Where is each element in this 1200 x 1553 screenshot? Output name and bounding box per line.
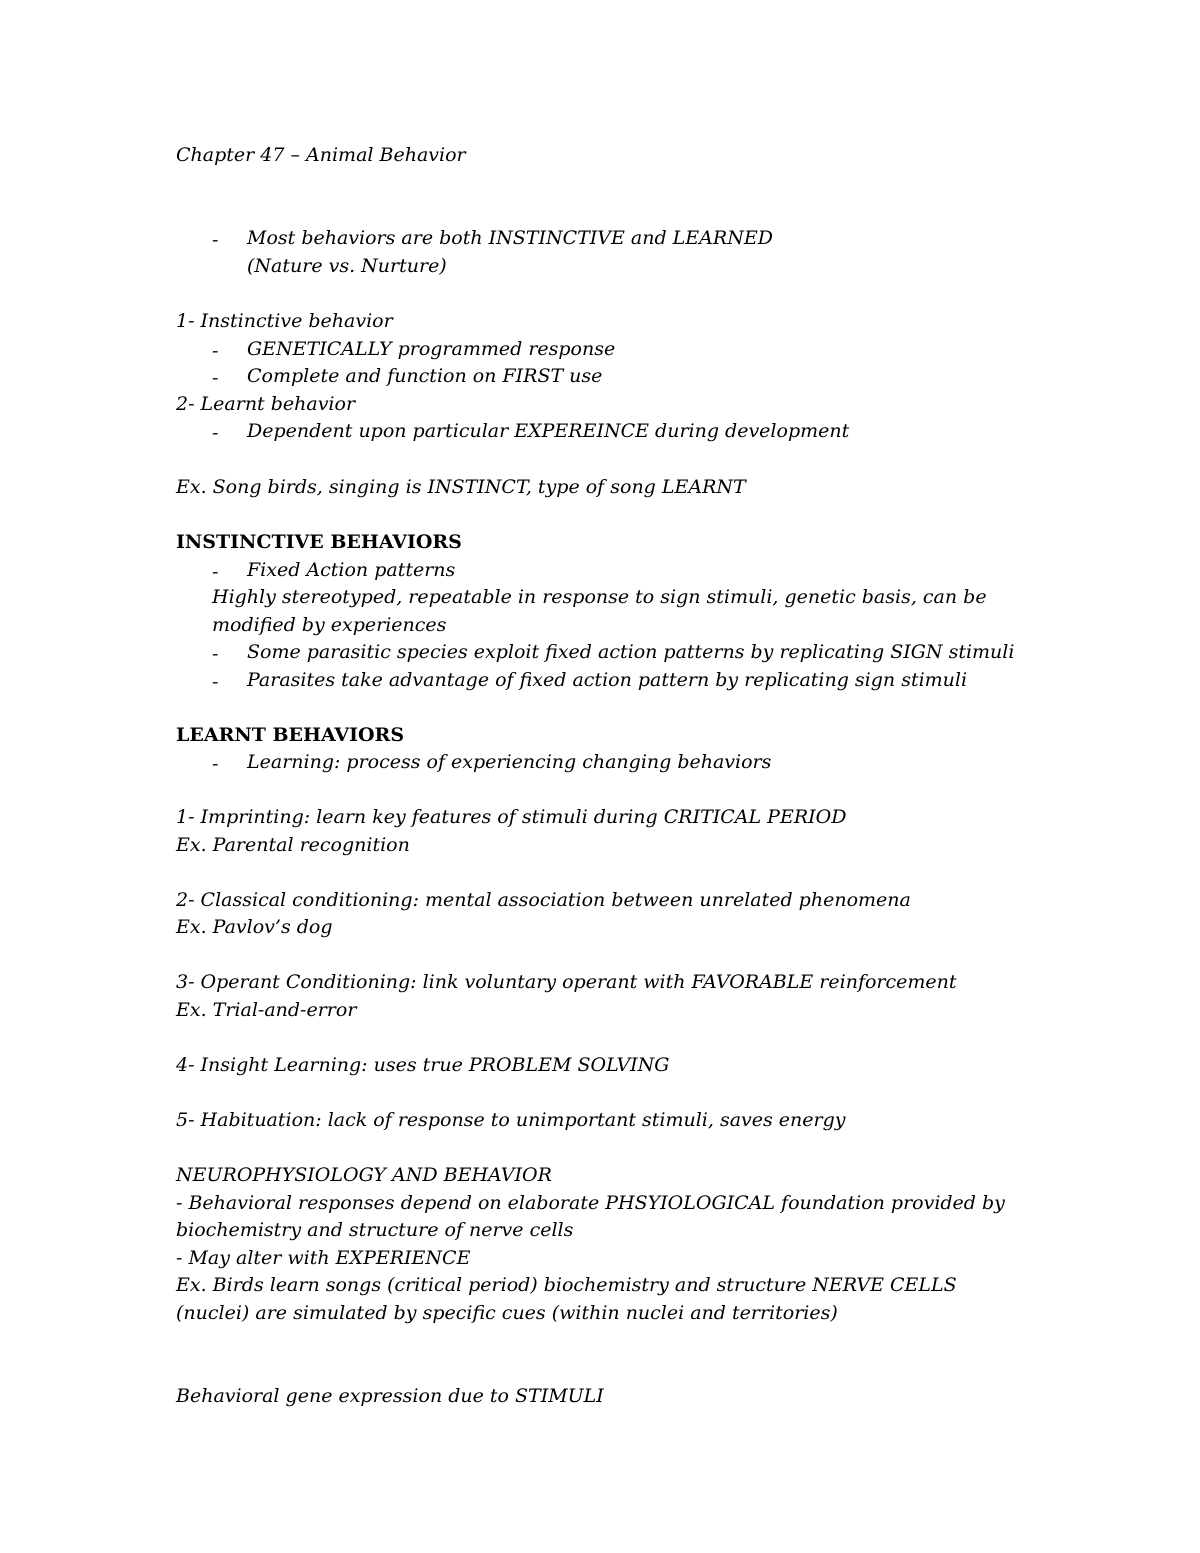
bullet-dash: -: [212, 367, 219, 389]
instinctive-point: Complete and function on FIRST use: [247, 365, 603, 387]
bullet-dash: -: [212, 340, 219, 362]
learnt-type-heading: 2- Learnt behavior: [176, 393, 356, 415]
instinctive-section-heading: INSTINCTIVE BEHAVIORS: [176, 531, 462, 553]
learnt-section-point: Learning: process of experiencing changing behaviors: [247, 751, 772, 773]
neuro-line: - May alter with EXPERIENCE: [176, 1247, 471, 1269]
bullet-dash: -: [212, 753, 219, 775]
intro-line-2: (Nature vs. Nurture): [247, 255, 447, 277]
bullet-dash: -: [212, 561, 219, 583]
learning-type-example: Ex. Parental recognition: [176, 834, 410, 856]
instinctive-point: GENETICALLY programmed response: [247, 338, 616, 360]
neuro-line: - Behavioral responses depend on elaborate PHSYIOLOGICAL foundation provided by: [176, 1192, 1005, 1214]
learnt-section-heading: LEARNT BEHAVIORS: [176, 724, 405, 746]
bullet-dash: -: [212, 422, 219, 444]
learning-type: 1- Imprinting: learn key features of stimuli during CRITICAL PERIOD: [176, 806, 847, 828]
instinctive-section-desc: Highly stereotyped, repeatable in response to sign stimuli, genetic basis, can be: [212, 586, 987, 608]
learning-type: 2- Classical conditioning: mental association between unrelated phenomena: [176, 889, 911, 911]
neuro-line: Ex. Birds learn songs (critical period) biochemistry and structure NERVE CELLS: [176, 1274, 957, 1296]
bullet-dash: -: [212, 229, 219, 251]
instinctive-type-heading: 1- Instinctive behavior: [176, 310, 393, 332]
intro-line-1: Most behaviors are both INSTINCTIVE and LEARNED: [247, 227, 773, 249]
footer-line: Behavioral gene expression due to STIMULI: [176, 1385, 604, 1407]
learnt-point: Dependent upon particular EXPEREINCE during development: [247, 420, 850, 442]
learning-type: 5- Habituation: lack of response to unimportant stimuli, saves energy: [176, 1109, 846, 1131]
neuro-line: biochemistry and structure of nerve cells: [176, 1219, 574, 1241]
learning-type-example: Ex. Trial-and-error: [176, 999, 357, 1021]
learning-type: 4- Insight Learning: uses true PROBLEM SOLVING: [176, 1054, 670, 1076]
learning-type: 3- Operant Conditioning: link voluntary operant with FAVORABLE reinforcement: [176, 971, 957, 993]
page-title: Chapter 47 – Animal Behavior: [176, 144, 466, 166]
neuro-section-heading: NEUROPHYSIOLOGY AND BEHAVIOR: [176, 1164, 552, 1186]
instinctive-section-point: Fixed Action patterns: [247, 559, 456, 581]
neuro-line: (nuclei) are simulated by specific cues (within nuclei and territories): [176, 1302, 838, 1324]
learning-type-example: Ex. Pavlov’s dog: [176, 916, 333, 938]
types-example: Ex. Song birds, singing is INSTINCT, type of song LEARNT: [176, 476, 746, 498]
bullet-dash: -: [212, 643, 219, 665]
instinctive-section-point: Some parasitic species exploit fixed action patterns by replicating SIGN stimuli: [247, 641, 1015, 663]
bullet-dash: -: [212, 671, 219, 693]
instinctive-section-point: Parasites take advantage of fixed action pattern by replicating sign stimuli: [247, 669, 968, 691]
instinctive-section-desc: modified by experiences: [212, 614, 447, 636]
